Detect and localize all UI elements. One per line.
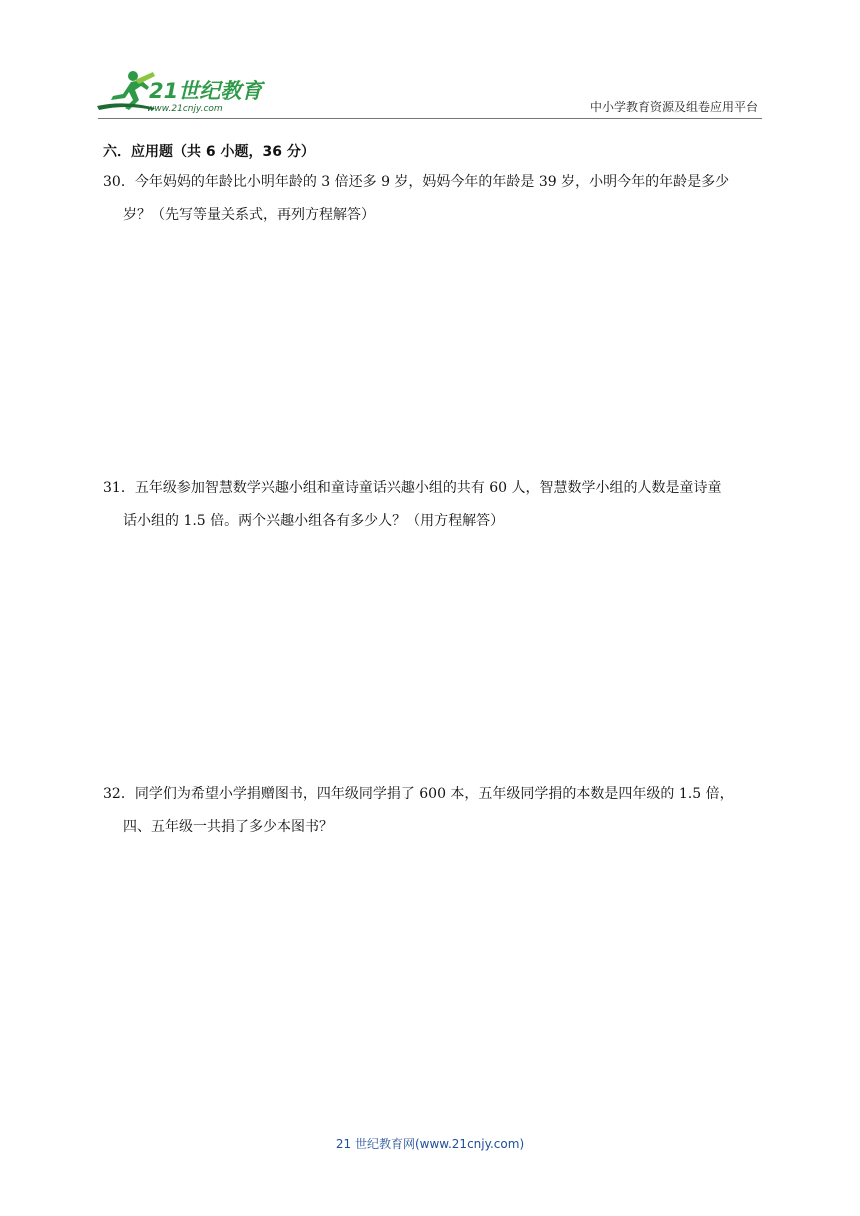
page-header bbox=[0, 0, 860, 120]
question-32-line-1: 32．同学们为希望小学捐赠图书，四年级同学捐了 600 本，五年级同学捐的本数是四年级的 1.5 倍， bbox=[103, 786, 734, 802]
question-31-line-2: 话小组的 1.5 倍。两个兴趣小组各有多少人？（用方程解答） bbox=[123, 513, 505, 529]
question-30-line-2: 岁？（先写等量关系式，再列方程解答） bbox=[123, 207, 375, 223]
page-footer: 21 世纪教育网(www.21cnjy.com) bbox=[335, 1137, 525, 1151]
question-30-line-1: 30．今年妈妈的年龄比小明年龄的 3 倍还多 9 岁，妈妈今年的年龄是 39 岁，小明今年的年龄是多少 bbox=[103, 174, 730, 190]
header-divider bbox=[98, 118, 762, 119]
question-30 bbox=[103, 166, 763, 232]
question-31 bbox=[103, 472, 763, 538]
runner-logo-icon bbox=[95, 66, 265, 116]
section-title: 六．应用题（共 6 小题，36 分） bbox=[103, 144, 315, 160]
platform-tagline: 中小学教育资源及组卷应用平台 bbox=[589, 100, 758, 114]
question-32-line-2: 四、五年级一共捐了多少本图书？ bbox=[123, 819, 333, 835]
logo bbox=[95, 66, 265, 116]
question-31-line-1: 31．五年级参加智慧数学兴趣小组和童诗童话兴趣小组的共有 60 人，智慧数学小组的人数是童诗童 bbox=[103, 480, 722, 496]
question-32 bbox=[103, 778, 763, 844]
logo-text: 21世纪教育 bbox=[149, 79, 263, 103]
logo-url-text: www.21cnjy.com bbox=[147, 104, 223, 114]
